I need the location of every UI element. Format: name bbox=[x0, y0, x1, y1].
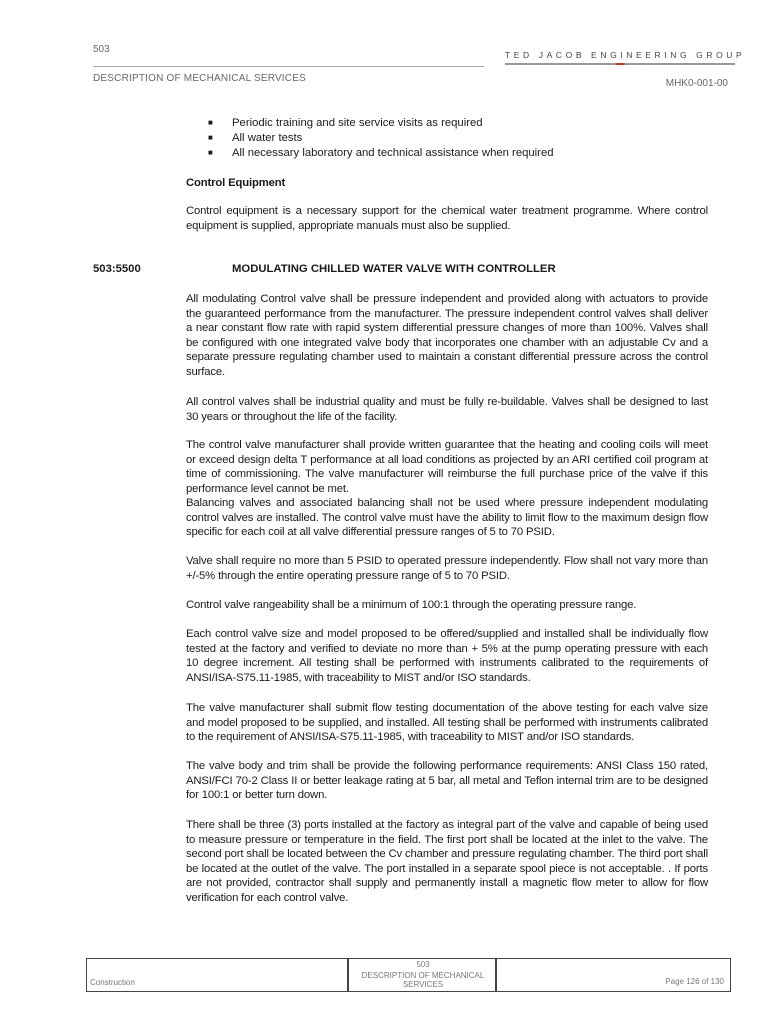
paragraph: Each control valve size and model proposed to be offered/supplied and installed shall be individually flow tested at the factory and verified to deviate no more than + 5% at the pump operating pressure with each 10 degree increment. All testing shall be performed with instruments calibrated to the requirements of ANSI/ISA-S75.11-1985, with traceability to MIST and/or ISO standards. bbox=[186, 628, 708, 684]
paragraph: The valve body and trim shall be provide the following performance requirements: ANSI Class 150 rated, ANSI/FCI 70-2 Class II or better leakage rating at 5 bar, all metal and Teflon internal trim are to be designed for 100:1 or better turn down. bbox=[186, 760, 708, 802]
paragraph: All modulating Control valve shall be pressure independent and provided along with actuators to provide the guaranteed performance from the manufacturer. The pressure independent control valves shall deliver a near constant flow rate with rapid system differential pressure changes of more than 100%. Valves shall be configured with one integrated valve body that incorporates one chamber with an adjustable Cv and a separate pressure regulating chamber used to maintain a constant differential pressure across the control surface. bbox=[186, 293, 708, 378]
paragraph: Balancing valves and associated balancing shall not be used where pressure independent modulating control valves are installed. The control valve must have the ability to limit flow to the maximum design flow specific for each coil at all valve differential pressure ranges of 5 to 70 PSID. bbox=[186, 497, 708, 539]
footer-left-text: Construction bbox=[90, 978, 135, 987]
page-footer bbox=[86, 958, 731, 992]
paragraph: Control valve rangeability shall be a minimum of 100:1 through the operating pressure range. bbox=[186, 599, 637, 611]
paragraph: Valve shall require no more than 5 PSID to operated pressure independently. Flow shall not vary more than +/-5% through the entire operating pressure range of 5 to 70 PSID. bbox=[186, 555, 708, 582]
paragraph: The control valve manufacturer shall provide written guarantee that the heating and cooling coils will meet or exceed design delta T performance at all load conditions as projected by an ARI certified coil program at time of commissioning. The valve manufacturer will reimburse the full purchase price of the valve if this performance level cannot be met. bbox=[186, 439, 708, 495]
bullet-square-icon: ■ bbox=[208, 118, 213, 127]
control-equipment-heading: Control Equipment bbox=[186, 177, 286, 189]
footer-left-cell bbox=[86, 958, 348, 992]
company-logo bbox=[505, 50, 745, 65]
section-number: 503:5500 bbox=[93, 263, 141, 275]
paragraph: The valve manufacturer shall submit flow testing documentation of the above testing for each valve size and model proposed to be supplied, and installed. All testing shall be performed with instruments calibrated to the requirement of ANSI/ISA-S75.11-1985, with traceability to MIST and/or ISO standards. bbox=[186, 702, 708, 744]
footer-page-number: Page 126 of 130 bbox=[665, 977, 724, 986]
bullet-square-icon: ■ bbox=[208, 133, 213, 142]
paragraph: There shall be three (3) ports installed at the factory as integral part of the valve and capable of being used to measure pressure or temperature in the field. The first port shall be located at the inlet to the valve. The second port shall be located between the Cv chamber and pressure regulating chamber. The third port shall be located at the outlet of the valve. The port installed in a separate spool piece is not acceptable. . If ports are not provided, contractor shall supply and permanently install a magnetic flow meter to allow for flow verification for each control valve. bbox=[186, 819, 708, 904]
header-rule bbox=[93, 66, 484, 67]
header-title: DESCRIPTION OF MECHANICAL SERVICES bbox=[93, 73, 306, 84]
paragraph: All control valves shall be industrial quality and must be fully re-buildable. Valves shall be designed to last 30 years or throughout the life of the facility. bbox=[186, 396, 708, 423]
control-equipment-paragraph: Control equipment is a necessary support for the chemical water treatment programme. Where control equipment is supplied, appropriate manuals must also be supplied. bbox=[186, 205, 708, 232]
footer-center-cell bbox=[348, 958, 496, 992]
footer-center-number: 503 bbox=[416, 960, 430, 969]
section-title: MODULATING CHILLED WATER VALVE WITH CONTROLLER bbox=[232, 263, 556, 275]
document-number: MHK0-001-00 bbox=[665, 78, 728, 89]
logo-text: TED JACOB ENGINEERING GROUP bbox=[505, 50, 746, 60]
logo-underline bbox=[505, 63, 735, 65]
footer-right-cell bbox=[496, 958, 731, 992]
footer-center-title: DESCRIPTION OF MECHANICAL SERVICES bbox=[361, 971, 485, 989]
bullet-square-icon: ■ bbox=[208, 148, 213, 157]
header-section-number: 503 bbox=[93, 44, 110, 55]
